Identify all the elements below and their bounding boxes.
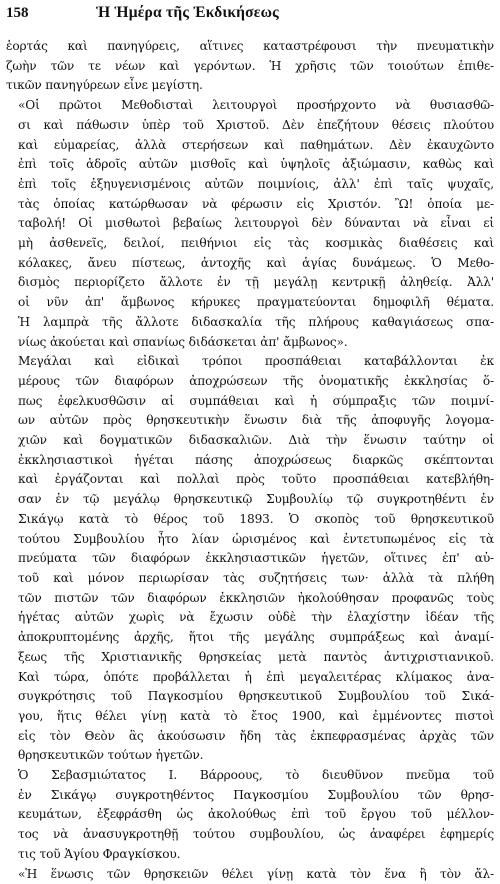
- text-line: κόλακες, ἄνευ πίστεως, ἀντοχῆς καὶ ἁγίας δυνάμεως. Ὁ Μεθο-: [18, 255, 494, 270]
- text-line: οἱ νῦν ἀπ' ἄμβωνος κήρυκες πραγματεύονται δημοφιλῆ θέματα.: [18, 295, 494, 310]
- text-line: χιῶν καὶ δογματικῶν διδασκαλιῶν. Διὰ τὴν ἕνωσιν ταύτην οἱ: [18, 433, 494, 448]
- paragraph: [6, 352, 494, 766]
- text-line: ἐπὶ τοῖς ἐξηυγενισμένοις αὐτῶν ποιμνίοις, ἀλλ' ἐπὶ ταῖς ψυχαῖς,: [18, 176, 494, 191]
- text-line: καὶ εὐμαρείας, ἀλλὰ στερήσεων καὶ παθημάτων. Δὲν ἐκαυχῶντο: [18, 137, 494, 152]
- text-line: συγκρότησις τοῦ Παγκοσμίου θρησκευτικοῦ Συμβουλίου τοῦ Σικά-: [18, 689, 494, 704]
- text-line: δισμὸς περιορίζετο ἄλλοτε ἐν τῇ μεγάλῃ κεντρικῇ ἀληθείᾳ. Ἀλλ': [18, 275, 494, 290]
- paragraph: [6, 766, 494, 865]
- text-line: ἐκκλησιαστικοὶ ἡγέται πάσης ἀποχρώσεως διαρκῶς σκέπτονται: [18, 452, 494, 467]
- body-text: [6, 37, 494, 884]
- text-line: ἀποκρυπτομένης ἀρχῆς, ἥτοι τῆς μεγάλης συμπράξεως καὶ ἀναμί-: [18, 630, 494, 645]
- text-line: τικῶν πανηγύρεων εἶνε μεγίστη.: [6, 78, 203, 93]
- text-line: πνεύματα τῶν διαφόρων ἐκκλησιαστικῶν ἡγετῶν, οἵτινες ἐπ' αὐ-: [18, 551, 494, 566]
- text-line: ἐπὶ τοῖς ἁδροῖς αὐτῶν μισθοῖς καὶ ὑψηλοῖς ἀξιώμασιν, καθὼς καὶ: [18, 157, 494, 172]
- text-line: μέρους τῶν διαφόρων ἀποχρώσεων τῆς ὀνοματικῆς ἐκκλησίας ὅ-: [18, 373, 494, 388]
- text-line: ταβολή! Οἱ μισθωτοὶ βεβαίως λειτουργοὶ δὲν δύνανται νὰ εἶναι εἰ: [18, 216, 494, 231]
- paragraph: [6, 865, 494, 884]
- page-number: 158: [6, 5, 29, 21]
- text-line: καὶ ἐργάζονται καὶ πολλαὶ πρὸς τοῦτο προσπάθειαι κατεβλήθη-: [18, 472, 494, 487]
- running-title: Ἡ Ἡμέρα τῆς Ἐκδικήσεως: [96, 4, 279, 21]
- text-line: «Ἡ ἕνωσις τῶν θρησκειῶν θέλει γίνῃ κατὰ τὸν ἕνα ἢ τὸν ἄλ-: [18, 866, 494, 881]
- text-line: τούτου Συμβουλίου ἦτο λίαν ὡρισμένος καὶ ἐντετυπωμένος εἰς τὰ: [18, 531, 494, 546]
- text-line: ξεως τῆς Χριστιανικῆς θρησκείας μετὰ παντὸς ἀντιχριστιανικοῦ.: [18, 649, 494, 664]
- paragraph: [6, 96, 494, 352]
- text-line: νίως ἀκούεται καὶ σπανίως διδάσκεται ἀπ' ἄμβωνος».: [18, 334, 348, 349]
- text-line: μὴ ἀσθενεῖς, δειλοί, πειθήνιοι εἰς τὰς κοσμικὰς διαθέσεις καὶ: [18, 236, 494, 251]
- paragraph: [6, 37, 494, 96]
- page-header: [6, 4, 494, 24]
- text-line: «Οἱ πρῶτοι Μεθοδισταὶ λειτουργοὶ προσήρχοντο νὰ θυσιασθῶ-: [18, 98, 494, 113]
- text-line: Σικάγῳ κατὰ τὸ θέρος τοῦ 1893. Ὁ σκοπὸς τοῦ θρησκευτικοῦ: [18, 511, 494, 526]
- text-line: θρησκευτικῶν τούτων ἡγετῶν.: [18, 748, 204, 763]
- text-line: κευμάτων, ἐξεφράσθη ὡς ἀκολούθως ἐπὶ τοῦ ἔργου τοῦ μέλλον-: [18, 807, 494, 822]
- text-line: ων αὐτῶν πρὸς θρησκευτικὴν ἕνωσιν διὰ τῆς ἀποφυγῆς λογομα-: [18, 413, 494, 428]
- text-line: Ἡ λαμπρὰ τῆς ἄλλοτε διδασκαλία τῆς πλήρους καθαγιάσεως σπα-: [18, 314, 494, 329]
- text-line: σαν ἐν τῷ μεγάλῳ θρησκευτικῷ Συμβουλίῳ τῷ συγκροτηθέντι ἐν: [18, 492, 494, 507]
- text-line: τὰς ὁποίας κατώρθωσαν νὰ φέρωσιν εἰς Χριστόν. Ὢ! ὁποία με-: [18, 196, 494, 211]
- text-line: τις τοῦ Ἁγίου Φραγκίσκου.: [18, 846, 181, 861]
- text-line: ἑορτάς καὶ πανηγύρεις, αἵτινες καταστρέφουσι τὴν πνευματικὴν: [6, 39, 494, 53]
- text-line: Ὁ Σεβασμιώτατος Ι. Βάρροους, τὸ διευθῦνον πνεῦμα τοῦ: [18, 768, 494, 783]
- text-line: ἡγέτας αὐτῶν χωρὶς νὰ ἔχωσιν οὐδὲ τὴν ἐλαχίστην ἰδέαν τῆς: [18, 610, 494, 625]
- text-line: πως ἐφελκυσθῶσιν αἱ συμπάθειαι καὶ ἡ σύμπραξις τῶν ποιμνί-: [18, 393, 494, 408]
- text-line: σι καὶ πάθωσιν ὑπὲρ τοῦ Χριστοῦ. Δὲν ἐπεζήτουν θέσεις πλούτου: [18, 117, 494, 132]
- text-line: γου, ἥτις θέλει γίνῃ κατὰ τὸ ἔτος 1900, καὶ ἐμμένοντες πιστοὶ: [18, 708, 494, 723]
- text-line: ἐν Σικάγῳ συγκροτηθέντος Παγκοσμίου Συμβουλίου τῶν θρησ-: [18, 787, 494, 802]
- text-line: Μεγάλαι καὶ εἰδικαὶ τρόποι προσπάθειαι καταβάλλονται ἐκ: [18, 354, 494, 369]
- text-line: ζωὴν τῶν τε νέων καὶ γερόντων. Ἡ χρῆσις τῶν τοιούτων ἐπιθε-: [6, 58, 494, 73]
- text-line: τος νὰ ἀνασυγκροτηθῇ τούτου συμβουλίου, ὡς ἀναφέρει ἐφημερίς: [18, 827, 494, 842]
- text-line: τῶν πιστῶν τῶν διαφόρων ἐκκλησιῶν ἠκολούθησαν προφανῶς τοὺς: [18, 590, 494, 605]
- text-line: τοῦ καὶ μόνον περιωρίσαν τὰς συζητήσεις των· ἀλλὰ τὰ πλήθη: [18, 570, 494, 585]
- text-line: Καὶ τώρα, ὁπότε προβάλλεται ἡ ἐπὶ μεγαλειτέρας κλίμακος ἀνα-: [18, 669, 494, 684]
- text-line: εἰς τὸν Θεὸν ἃς ἀκούσωσιν ἤδη τὰς ἐκπεφρασμένας ἀρχὰς τῶν: [18, 728, 494, 743]
